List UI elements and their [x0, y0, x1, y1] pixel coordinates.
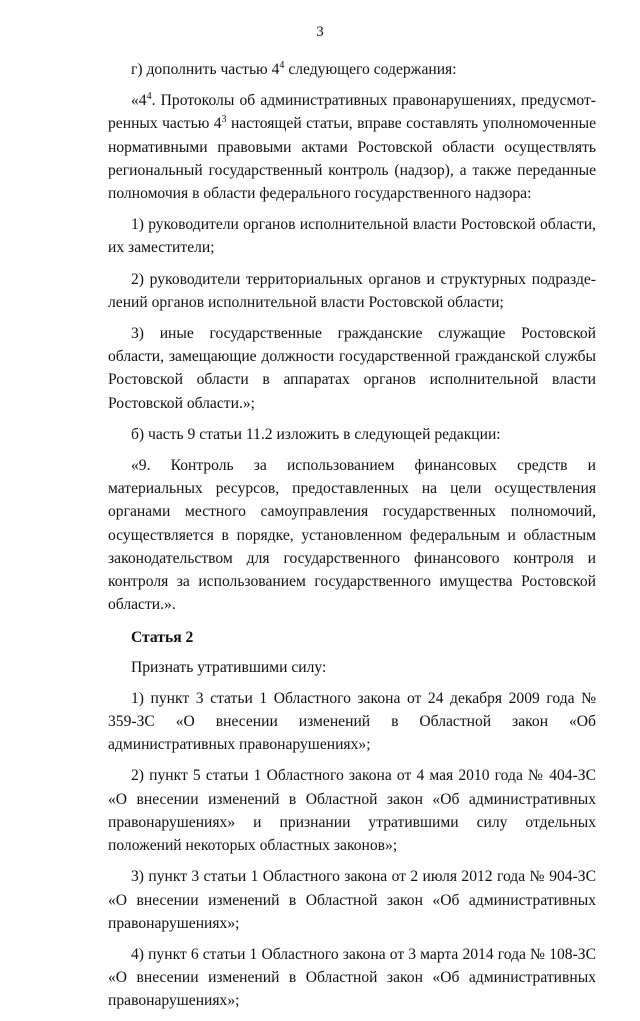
page-number: 3: [316, 24, 324, 40]
paragraph-part-4-4: «$4^4$. Протоколы об административных правонарушениях, предусмотренных частью $4^3$ настоящей статьи, вправе составлять уполномоченные нормативными правовыми актами Ростовской области осуществлять региональный государственный контроль (надзор), а также переданные полномочия в области федерального государственного надзора:: [108, 91, 596, 203]
paragraph-amendment-g: г) дополнить частью $4^4$ следующего содержания:: [131, 59, 457, 78]
article-2-intro: Признать утратившими силу:: [131, 658, 327, 676]
repealed-item-1: 1) пункт 3 статьи 1 Областного закона от 24 декабря 2009 года № 359-ЗС «О внесении изменений в Областной закон «Об административных правонарушениях»;: [108, 689, 596, 754]
repealed-item-2: 2) пункт 5 статьи 1 Областного закона от 4 мая 2010 года № 404-ЗС «О внесении изменений в Областной закон «Об административных правонарушениях» и признании утратившими силу отдельных положений некоторых областных законов»;: [108, 767, 596, 855]
list-item-3: 3) иные государственные гражданские служащие Ростовской области, замещающие должности государственной гражданской службы Ростовской области в аппаратах органов исполнительной власти Ростовской области.»;: [108, 325, 596, 412]
repealed-item-3: 3) пункт 3 статьи 1 Областного закона от 2 июля 2012 года № 904-ЗС «О внесении изменений в Областной закон «Об административных правонарушениях»;: [108, 868, 596, 932]
repealed-item-4: 4) пункт 6 статьи 1 Областного закона от 3 марта 2014 года № 108-ЗС «О внесении изменений в Областной закон «Об административных правонарушениях»;: [108, 945, 596, 1010]
list-item-2: 2) руководители территориальных органов и структурных подразделений органов исполнительной власти Ростовской области;: [108, 270, 596, 311]
paragraph-part-9: «9. Контроль за использованием финансовых средств и материальных ресурсов, предоставленных на цели осуществления органами местного самоуправления государственных полномочий, осуществляется в порядке, установленном федеральным и областным законодательством для государственного финансового контроля и контроля за использованием государственного имущества Ростовской области.».: [108, 457, 596, 614]
article-2-heading: Статья 2: [131, 629, 194, 647]
document-body: [108, 58, 596, 1021]
list-item-1: 1) руководители органов исполнительной власти Ростовской области, их заместители;: [108, 216, 596, 257]
paragraph-amendment-b: б) часть 9 статьи 11.2 изложить в следующей редакции:: [131, 425, 501, 443]
